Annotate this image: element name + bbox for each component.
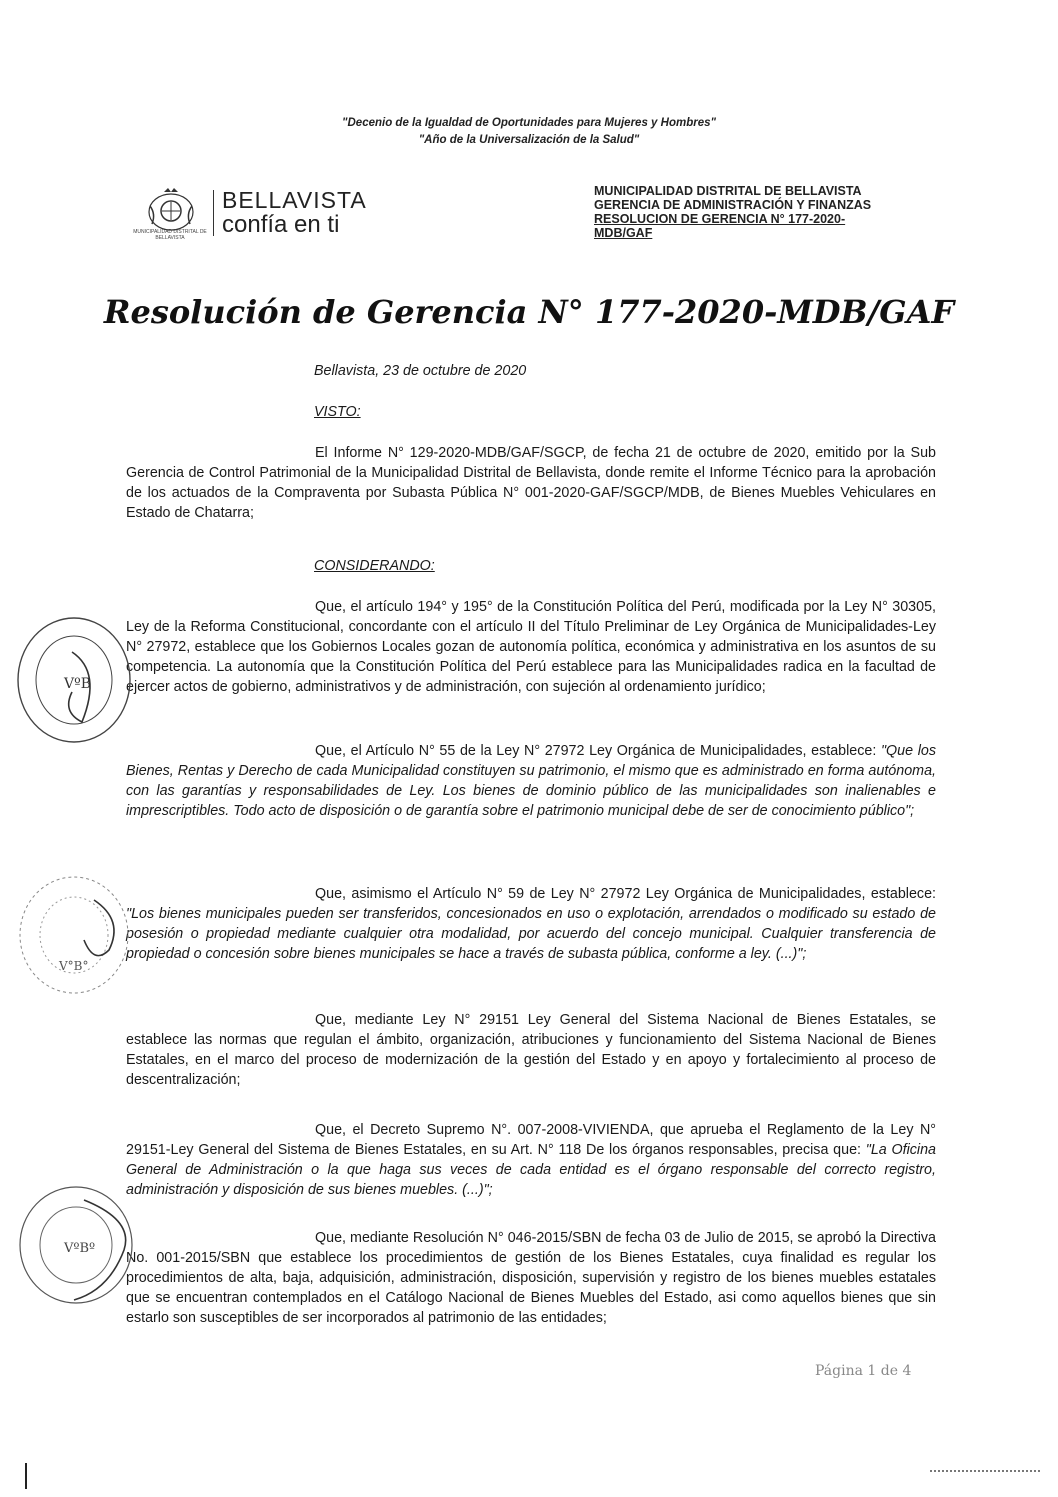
article-59-intro: Que, asimismo el Artículo N° 59 de Ley N° 27972 Ley Orgánica de Municipalidades, establece: — [315, 886, 936, 902]
motto-line-1: "Decenio de la Igualdad de Oportunidades para Mujeres y Hombres" — [342, 117, 716, 129]
visto-heading: VISTO: — [314, 404, 361, 420]
decree-intro: Que, el Decreto Supremo N°. 007-2008-VIVIENDA, que aprueba el Reglamento de la Ley N° 29151-Ley General del Sistema de Bienes Estatales, en su Art. N° 118 De los órganos responsables, precisa que: — [126, 1122, 936, 1158]
visto-paragraph: El Informe N° 129-2020-MDB/GAF/SGCP, de fecha 21 de octubre de 2020, emitido por la Sub Gerencia de Control Patrimonial de la Municipalidad Distrital de Bellavista, donde remite el Informe Técnico para la aprobación de los actuados de la Compraventa por Subasta Pública N° 001-2020-GAF/SGCP/MDB, de Bienes Muebles Vehiculares en Estado de Chatarra; — [126, 445, 936, 521]
brand-name: BELLAVISTA — [222, 187, 367, 213]
svg-text:VºB: VºB — [64, 676, 91, 692]
entity-block — [594, 184, 894, 240]
svg-text:VºBº: VºBº — [64, 1241, 96, 1256]
page-number: Página 1 de 4 — [815, 1363, 912, 1379]
brand-logo — [222, 188, 367, 238]
brand-slogan: confía en ti — [222, 211, 340, 238]
paragraph-constitution: Que, el artículo 194° y 195° de la Constitución Política del Perú, modificada por la Ley N° 30305, Ley de la Reforma Constitucional, concordante con el artículo II del Título Preliminar de Ley Orgánica de Municipalidades-Ley N° 27972, establece que los Gobiernos Locales gozan de autonomía política, económica y administrativa en los asuntos de su competencia. La autonomía que la Constitución Política del Perú establece para las Municipalidades radica en la facultad de ejercer actos de gobierno, administrativos y de administración, con sujeción al ordenamiento jurídico; — [126, 599, 936, 695]
scan-bottom-mark — [930, 1470, 1040, 1474]
paragraph-sbn-resolution: Que, mediante Resolución N° 046-2015/SBN de fecha 03 de Julio de 2015, se aprobó la Directiva No. 001-2015/SBN que establece los procedimientos de gestión de los Bienes Estatales, cuya finalidad es regular los procedimientos de alta, baja, adquisición, administración, disposición, supervisión y registro de los bienes muebles estatales que se encuentran contemplados en el Catálogo Nacional de Bienes Muebles del Estado, asi como aquellos bienes que sin estarlo son susceptibles de ser incorporados al patrimonio de las entidades; — [126, 1230, 936, 1326]
entity-line-3: RESOLUCION DE GERENCIA N° 177-2020-MDB/GAF — [594, 212, 846, 240]
article-59-quote: "Los bienes municipales pueden ser transferidos, concesionados en uso o explotación, arrendados o modificado su estado de posesión o propiedad mediante cualquier otra modalidad, por acuerdo del concejo municipal. Cualquier transferencia de propiedad o concesión sobre bienes municipales se hace a través de subasta pública, conforme a ley. (...)"; — [126, 906, 936, 962]
document-title: Resolución de Gerencia N° 177-2020-MDB/GAF — [103, 293, 955, 331]
decree-quote: "La Oficina General de Administración o la que haga sus veces de cada entidad es el órgano responsable del correcto registro, administración y disposición de sus bienes muebles. (...)"; — [126, 1142, 937, 1198]
approval-stamp-icon — [14, 870, 134, 1000]
svg-text:V°B°: V°B° — [59, 959, 89, 973]
article-55-intro: Que, el Artículo N° 55 de la Ley N° 27972 Ley Orgánica de Municipalidades, establece: — [315, 743, 881, 759]
paragraph-supreme-decree — [126, 1120, 936, 1200]
approval-stamp-icon — [12, 612, 138, 750]
entity-line-1: MUNICIPALIDAD DISTRITAL DE BELLAVISTA — [594, 184, 862, 198]
considerando-heading: CONSIDERANDO: — [314, 558, 435, 574]
paragraph-law-29151: Que, mediante Ley N° 29151 Ley General del Sistema Nacional de Bienes Estatales, se establece las normas que regulan el ámbito, organización, atribuciones y funcionamiento del Sistema Nacional de Bienes Estatales, en el marco del proceso de modernización de la gestión del Estado y en apoyo y fortalecimiento al proceso de descentralización; — [126, 1012, 936, 1088]
paragraph-article-59 — [126, 884, 936, 964]
paragraph-article-55 — [126, 741, 936, 821]
crest-caption: MUNICIPALIDAD DISTRITAL DE BELLAVISTA — [133, 229, 207, 241]
scan-edge-mark — [25, 1463, 27, 1489]
document-date: Bellavista, 23 de octubre de 2020 — [314, 363, 527, 379]
article-55-quote: "Que los Bienes, Rentas y Derecho de cada Municipalidad constituyen su patrimonio, el mismo que es administrado en forma autónoma, con las garantías y responsabilidades de Ley. Los bienes de dominio público de las municipalidades son inalienables e imprescriptibles. Todo acto de disposición o de garantía sobre el patrimonio municipal debe de ser de conocimiento público"; — [126, 743, 936, 819]
logo-divider — [213, 190, 214, 236]
motto-line-2: "Año de la Universalización de la Salud" — [418, 134, 640, 146]
entity-line-2: GERENCIA DE ADMINISTRACIÓN Y FINANZAS — [594, 198, 872, 212]
approval-stamp-icon — [14, 1180, 144, 1310]
